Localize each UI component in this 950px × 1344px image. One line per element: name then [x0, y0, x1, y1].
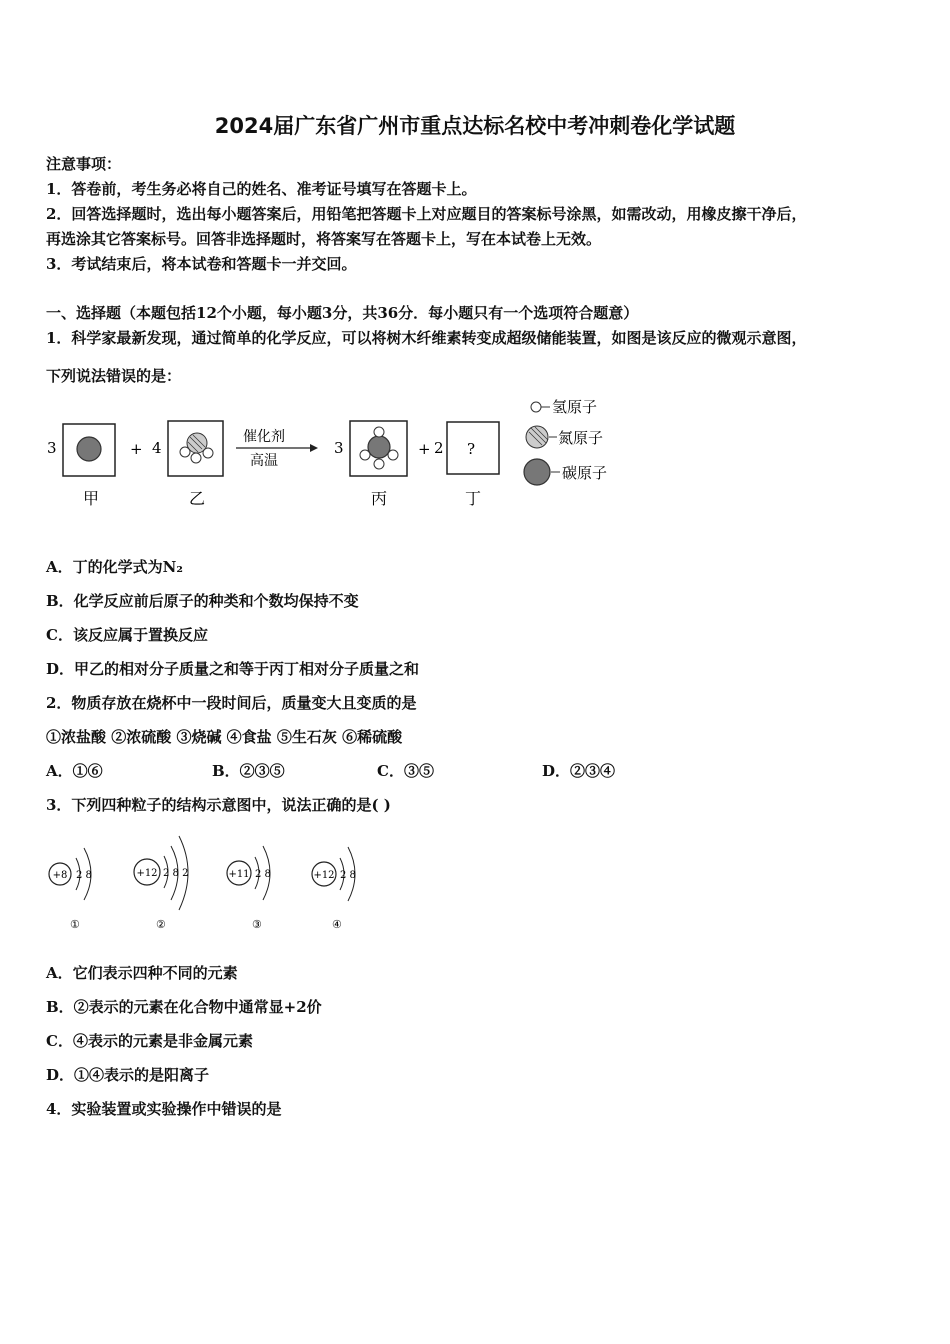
condition-catalyst: 催化剂 — [243, 429, 285, 445]
particle-2-label: ② — [156, 918, 166, 931]
reaction-diagram — [40, 390, 640, 520]
q2-option-d[interactable]: D．②③④ — [542, 762, 616, 780]
notice-item-3: 3．考试结束后，将本试卷和答题卡一并交回。 — [46, 255, 357, 273]
notice-item-2-cont: 再选涂其它答案标号。回答非选择题时，将答案写在答题卡上，写在本试卷上无效。 — [46, 230, 602, 248]
q2-stem: 2．物质存放在烧杯中一段时间后，质量变大且变质的是 — [46, 694, 417, 712]
legend-hydrogen: 氢原子 — [552, 398, 598, 416]
legend-carbon: 碳原子 — [562, 464, 608, 482]
hydrogen-atom — [374, 459, 384, 469]
particle-1-label: ① — [70, 918, 80, 931]
coef-yi: 4 — [152, 439, 162, 457]
particle-4-nucleus: +12 — [313, 870, 335, 881]
legend-nitrogen: 氮原子 — [558, 429, 604, 447]
coef-bing: 3 — [334, 439, 344, 457]
label-yi: 乙 — [189, 489, 206, 508]
q3-option-d[interactable]: D．①④表示的是阳离子 — [46, 1066, 210, 1084]
carbon-atom — [77, 437, 101, 461]
particle-3 — [227, 846, 271, 931]
particle-2-nucleus: +12 — [136, 868, 158, 879]
coef-jia: 3 — [47, 439, 57, 457]
q2-option-b[interactable]: B．②③⑤ — [212, 762, 285, 780]
q3-option-c[interactable]: C．④表示的元素是非金属元素 — [46, 1032, 253, 1050]
hydrogen-atom — [374, 427, 384, 437]
particle-4-shells: 2 8 — [340, 870, 356, 881]
hydrogen-atom — [360, 450, 370, 460]
q1-option-d[interactable]: D．甲乙的相对分子质量之和等于丙丁相对分子质量之和 — [46, 660, 420, 678]
q1-stem-line1: 1．科学家最新发现，通过简单的化学反应，可以将树木纤维素转变成超级储能装置，如图是该反应的微观示意图， — [46, 329, 807, 347]
particle-3-shells: 2 8 — [255, 869, 271, 880]
q3-stem: 3．下列四种粒子的结构示意图中，说法正确的是( ) — [46, 796, 391, 814]
q2-option-a[interactable]: A．①⑥ — [46, 762, 103, 780]
coef-ding: 2 — [434, 439, 444, 457]
q1-option-c[interactable]: C．该反应属于置换反应 — [46, 626, 208, 644]
plus-1: + — [130, 440, 143, 458]
arrow-head — [310, 444, 318, 452]
particle-1-shells: 2 8 — [76, 870, 92, 881]
particle-4-label: ④ — [332, 918, 342, 931]
hydrogen-atom — [180, 447, 190, 457]
notice-heading: 注意事项： — [46, 155, 122, 173]
q2-items: ①浓盐酸 ②浓硫酸 ③烧碱 ④食盐 ⑤生石灰 ⑥稀硫酸 — [46, 728, 403, 746]
particle-1-nucleus: +8 — [52, 870, 68, 881]
q4-stem: 4．实验装置或实验操作中错误的是 — [46, 1100, 282, 1118]
legend-carbon-icon — [524, 459, 550, 485]
label-jia: 甲 — [83, 489, 100, 508]
atomic-structure-diagrams — [40, 830, 380, 940]
particle-3-nucleus: +11 — [228, 869, 250, 880]
q3-option-b[interactable]: B．②表示的元素在化合物中通常显+2价 — [46, 998, 322, 1016]
q3-option-a[interactable]: A．它们表示四种不同的元素 — [46, 964, 238, 982]
plus-2: + — [418, 440, 431, 458]
notice-item-1: 1．答卷前，考生务必将自己的姓名、准考证号填写在答题卡上。 — [46, 180, 477, 198]
condition-heat: 高温 — [250, 453, 278, 469]
section-heading: 一、选择题（本题包括12个小题，每小题3分，共36分．每小题只有一个选项符合题意） — [46, 304, 639, 322]
particle-2 — [134, 836, 188, 931]
hydrogen-atom — [388, 450, 398, 460]
legend-hydrogen-icon — [531, 402, 541, 412]
q1-option-a[interactable]: A．丁的化学式为N₂ — [46, 558, 183, 576]
notice-item-2: 2．回答选择题时，选出每小题答案后，用铅笔把答题卡上对应题目的答案标号涂黑，如需改动，用橡皮擦干净后， — [46, 205, 807, 223]
q2-option-c[interactable]: C．③⑤ — [377, 762, 434, 780]
particle-3-label: ③ — [252, 918, 262, 931]
hydrogen-atom — [191, 453, 201, 463]
carbon-atom — [368, 436, 390, 458]
label-ding: 丁 — [465, 489, 482, 508]
page-title: 2024届广东省广州市重点达标名校中考冲刺卷化学试题 — [214, 114, 736, 138]
particle-1 — [49, 848, 92, 931]
particle-2-shells: 2 8 2 — [163, 868, 189, 879]
unknown-product: ? — [467, 440, 476, 458]
hydrogen-atom — [203, 448, 213, 458]
q1-option-b[interactable]: B．化学反应前后原子的种类和个数均保持不变 — [46, 592, 359, 610]
label-bing: 丙 — [371, 489, 388, 508]
q1-stem-line2: 下列说法错误的是： — [46, 367, 182, 385]
particle-4 — [312, 847, 356, 931]
